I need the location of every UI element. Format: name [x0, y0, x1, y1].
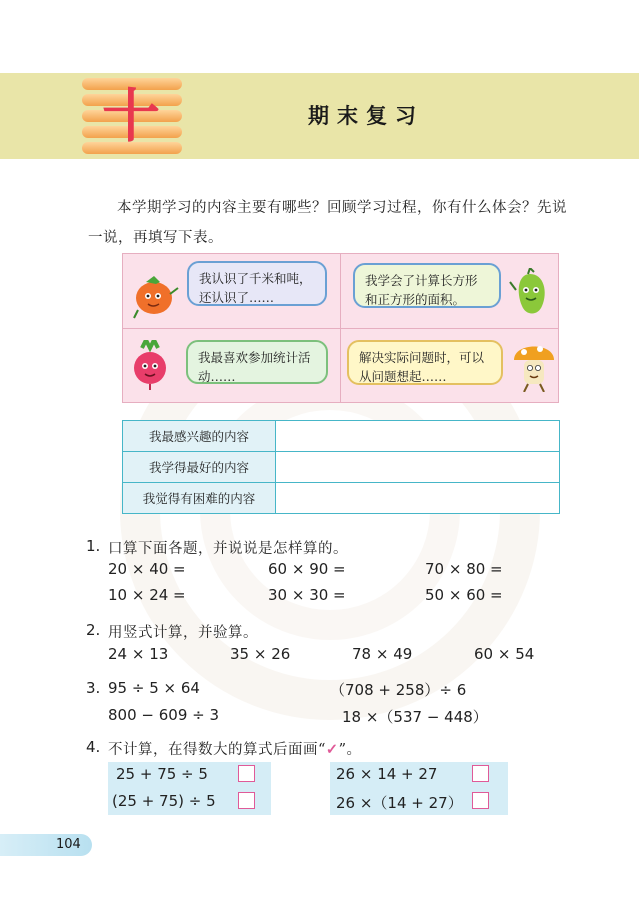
pepper-character-icon [508, 268, 554, 320]
question-1-title: 口算下面各题，并说说是怎样算的。 [108, 541, 348, 557]
q1-expression: 10 × 24 = [108, 586, 186, 604]
tomato-character-icon [130, 272, 182, 320]
question-1-number: 1. [86, 537, 101, 555]
q4-expression: 26 × 14 + 27 [336, 765, 438, 783]
question-3-number: 3. [86, 679, 101, 697]
speech-bubble-problem-solving: 解决实际问题时，可以从问题想起…… [347, 340, 503, 385]
question-4-title: 不计算，在得数大的算式后面画“✓”。 [108, 741, 362, 758]
q1-expression: 60 × 90 = [268, 560, 346, 578]
q4-expression: (25 + 75) ÷ 5 [112, 792, 216, 810]
reflection-table [122, 420, 560, 514]
speech-bubble-area: 我学会了计算长方形和正方形的面积。 [353, 263, 501, 308]
q1-expression: 50 × 60 = [425, 586, 503, 604]
intro-paragraph: 本学期学习的内容主要有哪些？回顾学习过程，你有什么体会？先说一说，再填写下表。 [88, 200, 567, 246]
table-answer-cell[interactable] [276, 483, 560, 514]
table-row-label: 我最感兴趣的内容 [123, 421, 276, 452]
page-number: 104 [56, 837, 81, 852]
table-row [123, 452, 560, 483]
q1-expression: 70 × 80 = [425, 560, 503, 578]
question-2-title: 用竖式计算，并验算。 [108, 625, 258, 641]
q3-expression: 800 − 609 ÷ 3 [108, 706, 220, 724]
q1-expression: 20 × 40 = [108, 560, 186, 578]
radish-character-icon [128, 340, 174, 390]
table-row-label: 我觉得有困难的内容 [123, 483, 276, 514]
table-row [123, 421, 560, 452]
q3-expression: （708 + 258）÷ 6 [330, 681, 467, 699]
chapter-title: 期末复习 [308, 104, 424, 128]
q2-expression: 35 × 26 [230, 645, 291, 663]
table-row-label: 我学得最好的内容 [123, 452, 276, 483]
speech-bubble-statistics: 我最喜欢参加统计活动…… [186, 340, 328, 384]
chapter-numeral: 十 [101, 82, 160, 150]
q3-expression: 95 ÷ 5 × 64 [108, 679, 200, 697]
q4-expression: 25 + 75 ÷ 5 [116, 765, 208, 783]
checkmark-icon: ✓ [325, 741, 339, 758]
table-answer-cell[interactable] [276, 421, 560, 452]
table-row [123, 483, 560, 514]
q2-expression: 60 × 54 [474, 645, 535, 663]
q2-expression: 78 × 49 [352, 645, 413, 663]
answer-checkbox[interactable] [238, 765, 255, 782]
answer-checkbox[interactable] [472, 765, 489, 782]
q1-expression: 30 × 30 = [268, 586, 346, 604]
question-2-number: 2. [86, 621, 101, 639]
answer-checkbox[interactable] [472, 792, 489, 809]
speech-bubble-units: 我认识了千米和吨，还认识了…… [187, 261, 327, 306]
answer-checkbox[interactable] [238, 792, 255, 809]
table-answer-cell[interactable] [276, 452, 560, 483]
q2-expression: 24 × 13 [108, 645, 169, 663]
q4-expression: 26 ×（14 + 27） [336, 794, 463, 812]
q3-expression: 18 ×（537 − 448） [342, 708, 488, 726]
mushroom-character-icon [510, 338, 558, 392]
question-4-number: 4. [86, 738, 101, 756]
